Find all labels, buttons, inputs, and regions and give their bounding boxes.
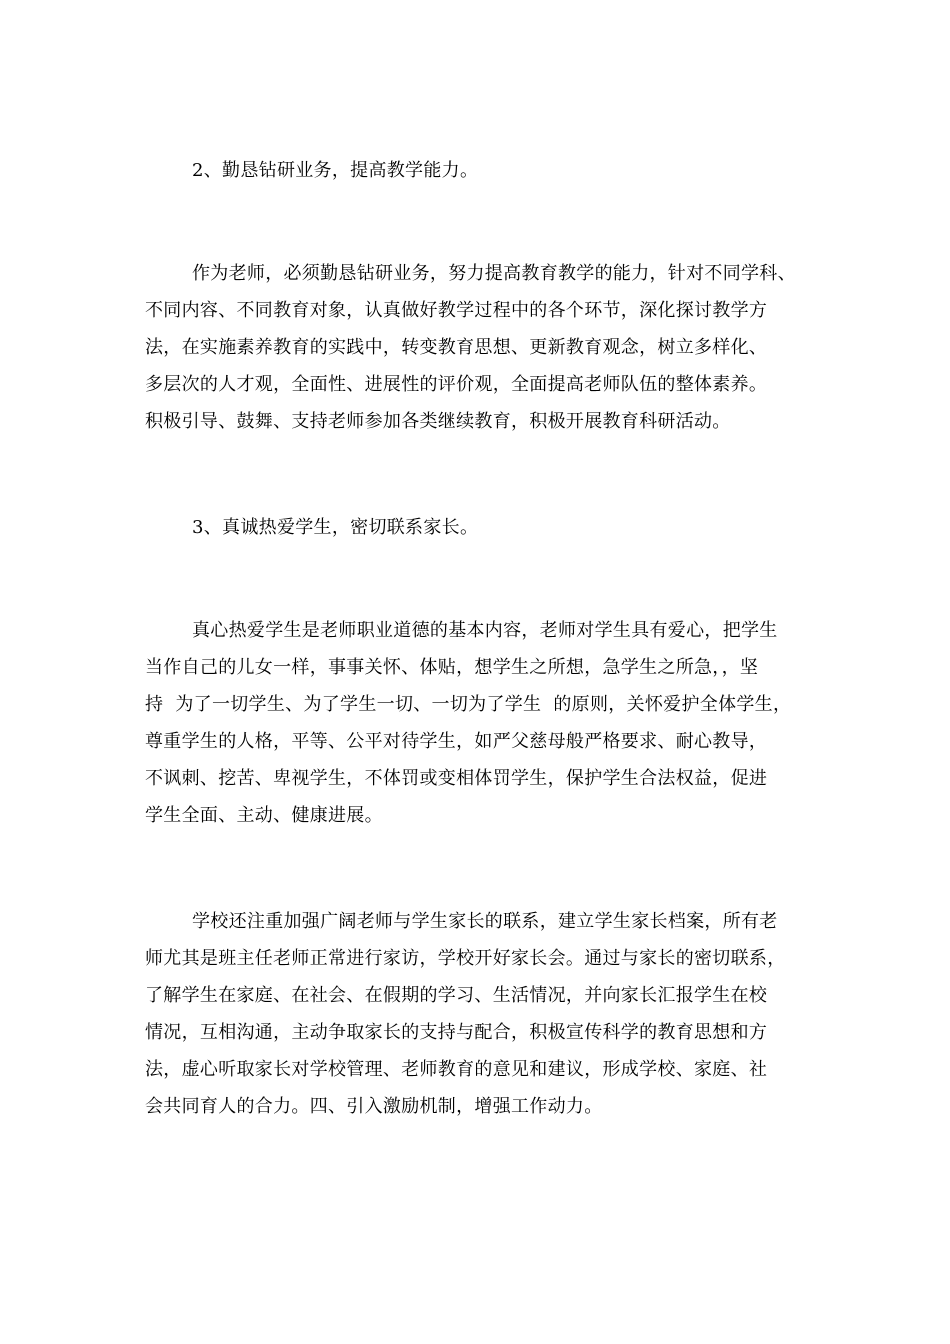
paragraph-line: 法，虚心听取家长对学校管理、老师教育的意见和建议，形成学校、家庭、社 bbox=[145, 1059, 768, 1080]
paragraph-line: 学生全面、主动、健康进展。 bbox=[145, 805, 383, 826]
paragraph-line: 当作自己的儿女一样，事事关怀、体贴，想学生之所想，急学生之所急，，坚 bbox=[145, 657, 759, 678]
section-heading-2: 2、勤恳钻研业务，提高教学能力。 bbox=[192, 160, 479, 181]
paragraph-line: 积极引导、鼓舞、支持老师参加各类继续教育，积极开展教育科研活动。 bbox=[145, 411, 731, 432]
paragraph-line: 真心热爱学生是老师职业道德的基本内容，老师对学生具有爱心，把学生 bbox=[192, 620, 778, 641]
paragraph-line: 尊重学生的人格，平等、公平对待学生，如严父慈母般严格要求、耐心教导， bbox=[145, 731, 768, 752]
paragraph-line: 师尤其是班主任老师正常进行家访，学校开好家长会。通过与家长的密切联系， bbox=[145, 948, 786, 969]
paragraph-line: 不同内容、不同教育对象，认真做好教学过程中的各个环节，深化探讨教学方 bbox=[145, 300, 768, 321]
paragraph-line: 了解学生在家庭、在社会、在假期的学习、生活情况，并向家长汇报学生在校 bbox=[145, 985, 768, 1006]
paragraph-line: 作为老师，必须勤恳钻研业务，努力提高教育教学的能力，针对不同学科、 bbox=[192, 263, 796, 284]
paragraph-line: 不讽刺、挖苦、卑视学生，不体罚或变相体罚学生，保护学生合法权益，促进 bbox=[145, 768, 768, 789]
paragraph-line: 法，在实施素养教育的实践中，转变教育思想、更新教育观念，树立多样化、 bbox=[145, 337, 768, 358]
paragraph-line: 持 为了一切学生、为了学生一切、一切为了学生 的原则，关怀爱护全体学生， bbox=[145, 694, 792, 715]
paragraph-line: 会共同育人的合力。四、引入激励机制，增强工作动力。 bbox=[145, 1096, 603, 1117]
paragraph-line: 多层次的人才观，全面性、进展性的评价观，全面提高老师队伍的整体素养。 bbox=[145, 374, 768, 395]
paragraph-line: 学校还注重加强广阔老师与学生家长的联系，建立学生家长档案，所有老 bbox=[192, 911, 778, 932]
section-heading-3: 3、真诚热爱学生，密切联系家长。 bbox=[192, 517, 479, 538]
paragraph-line: 情况，互相沟通，主动争取家长的支持与配合，积极宣传科学的教育思想和方 bbox=[145, 1022, 768, 1043]
